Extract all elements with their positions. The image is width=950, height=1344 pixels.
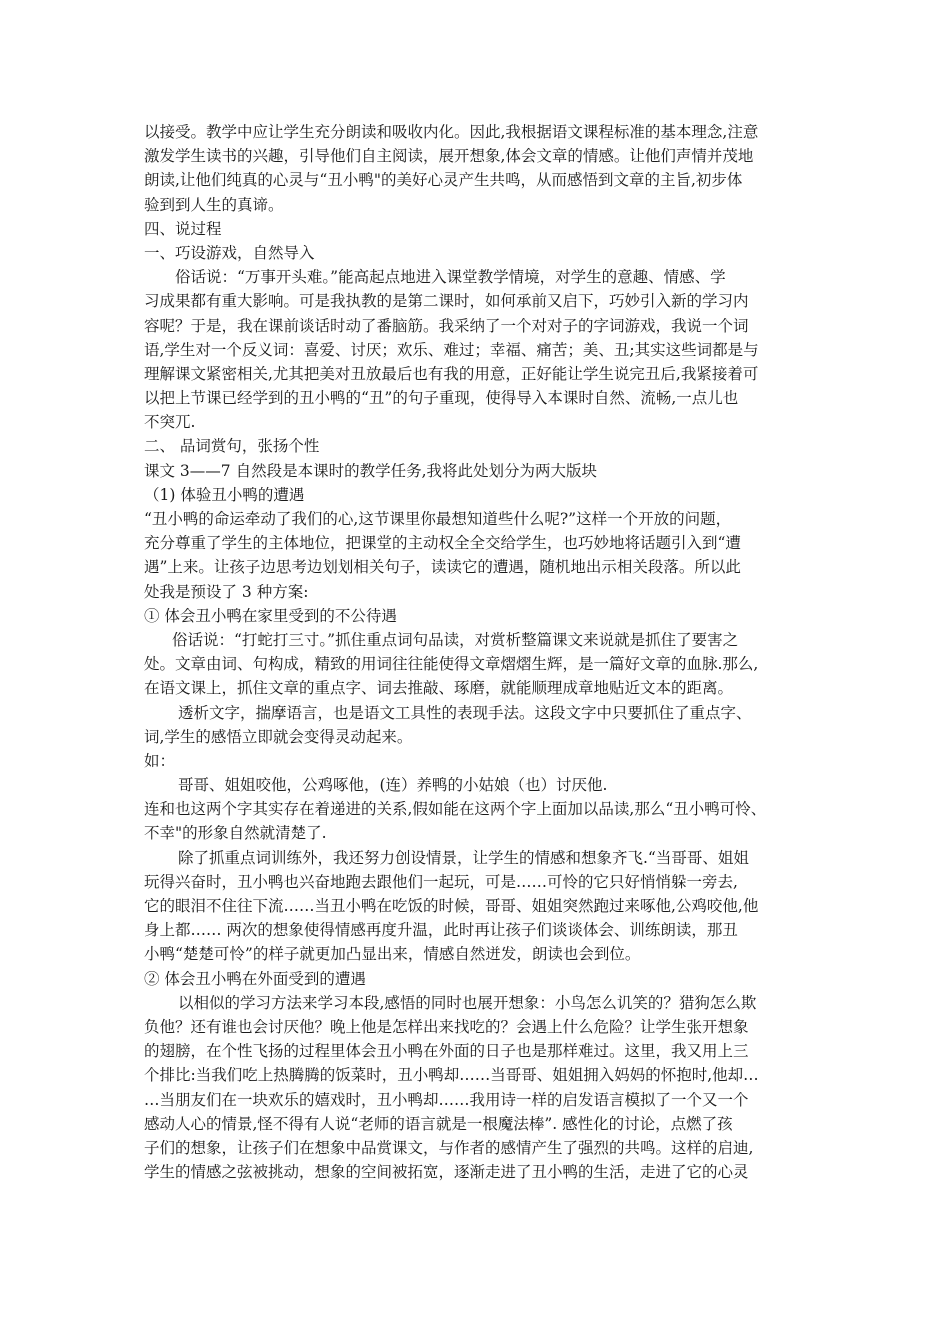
text-line: 负他？还有谁也会讨厌他？晚上他是怎样出来找吃的？会遇上什么危险？让学生张开想象 [144, 1017, 749, 1036]
text-line: 语,学生对一个反义词：喜爱、讨厌；欢乐、难过；幸福、痛苦；美、丑;其实这些词都是与 [144, 340, 759, 359]
text-line: 除了抓重点词训练外，我还努力创设情景，让学生的情感和想象齐飞.“当哥哥、姐姐 [178, 848, 749, 867]
subsection-heading: ② 体会丑小鸭在外面受到的遭遇 [144, 969, 366, 988]
section-heading: 一、巧设游戏，自然导入 [144, 243, 315, 262]
text-line: 子们的想象，让孩子们在想象中品赏课文，与作者的感情产生了强烈的共鸣。这样的启迪, [144, 1138, 754, 1157]
text-line: 验到到人生的真谛。 [144, 195, 284, 214]
text-line: 不幸"的形象自然就清楚了. [144, 824, 327, 843]
text-line: 俗话说：“万事开头难。”能高起点地进入课堂教学情境，对学生的意趣、情感、学 [175, 268, 726, 287]
text-line: 不突兀. [144, 413, 196, 432]
text-line: 感动人心的情景,怪不得有人说“老师的语言就是一根魔法棒”. 感性化的讨论，点燃了孩 [144, 1114, 733, 1133]
text-line: 理解课文紧密相关,尤其把美对丑放最后也有我的用意，正好能让学生说完丑后,我紧接着可 [144, 364, 759, 383]
text-line: 个排比:当我们吃上热腾腾的饭菜时，丑小鸭却……当哥哥、姐姐拥入妈妈的怀抱时,他却… [144, 1066, 759, 1085]
text-line: 的翅膀，在个性飞扬的过程里体会丑小鸭在外面的日子也是那样难过。这里，我又用上三 [144, 1042, 749, 1061]
text-line: 在语文课上，抓住文章的重点字、词去推敲、琢磨，就能顺理成章地贴近文本的距离。 [144, 679, 734, 698]
section-heading: 四、说过程 [144, 219, 222, 238]
text-line: 容呢？于是，我在课前谈话时动了番脑筋。我采纳了一个对对子的字词游戏，我说一个词 [144, 316, 749, 335]
text-line: 它的眼泪不住往下流……当丑小鸭在吃饭的时候，哥哥、姐姐突然跑过来啄他,公鸡咬他,他 [144, 897, 759, 915]
section-heading: 二、 品词赏句，张扬个性 [144, 437, 320, 456]
text-line: 课文 3——7 自然段是本课时的教学任务,我将此处划分为两大版块 [144, 461, 598, 480]
text-line: 朗读,让他们纯真的心灵与“丑小鸭"的美好心灵产生共鸣，从而感悟到文章的主旨,初步体 [144, 171, 743, 190]
text-line: 玩得兴奋时，丑小鸭也兴奋地跑去跟他们一起玩，可是……可怜的它只好悄悄躲一旁去, [144, 872, 738, 891]
text-line: 习成果都有重大影响。可是我执教的是第二课时，如何承前又启下，巧妙引入新的学习内 [144, 292, 749, 311]
text-line: 以相似的学习方法来学习本段,感悟的同时也展开想象：小鸟怎么讥笑的？猎狗怎么欺 [178, 993, 757, 1012]
example-line: 哥哥、姐姐咬他，公鸡啄他，(连）养鸭的小姑娘（也）讨厌他. [178, 776, 608, 795]
subsection-heading: （1) 体验丑小鸭的遭遇 [144, 485, 305, 504]
text-line: 遇”上来。让孩子边思考边划划相关句子，读读它的遭遇，随机地出示相关段落。所以此 [144, 558, 741, 577]
text-line: 俗话说：“打蛇打三寸。”抓住重点词句品读，对赏析整篇课文来说就是抓住了要害之 [172, 630, 739, 649]
text-line: 激发学生读书的兴趣，引导他们自主阅读，展开想象,体会文章的情感。让他们声情并茂地 [144, 147, 754, 166]
text-line: 小鸭“楚楚可怜”的样子就更加凸显出来，情感自然迸发，朗读也会到位。 [144, 945, 641, 964]
document-page [144, 120, 816, 1184]
text-line: 词,学生的感悟立即就会变得灵动起来。 [144, 727, 413, 746]
text-line: 处。文章由词、句构成，精致的用词往往能使得文章熠熠生辉，是一篇好文章的血脉.那么, [144, 655, 759, 674]
subsection-heading: ① 体会丑小鸭在家里受到的不公待遇 [144, 606, 397, 625]
text-line: 以把上节课已经学到的丑小鸭的“丑”的句子重现，使得导入本课时自然、流畅,一点儿也 [144, 389, 739, 408]
text-line: 学生的情感之弦被挑动，想象的空间被拓宽，逐渐走进了丑小鸭的生活，走进了它的心灵 [144, 1163, 749, 1182]
text-line: 透析文字，揣摩语言，也是语文工具性的表现手法。这段文字中只要抓住了重点字、 [178, 703, 752, 722]
text-line: 以接受。教学中应让学生充分朗读和吸收内化。因此,我根据语文课程标准的基本理念,注意 [144, 123, 759, 141]
text-line: 处我是预设了 3 种方案: [144, 582, 309, 601]
text-line: 身上都…… 两次的想象使得情感再度升温，此时再让孩子们谈谈体会、训练朗读，那丑 [144, 921, 738, 940]
text-line: …当朋友们在一块欢乐的嬉戏时，丑小鸭却……我用诗一样的启发语言模拟了一个又一个 [144, 1090, 749, 1109]
text-line: “丑小鸭的命运牵动了我们的心,这节课里你最想知道些什么呢?”这样一个开放的问题， [144, 510, 732, 528]
text-line: 连和也这两个字其实存在着递进的关系,假如能在这两个字上面加以品读,那么“丑小鸭可怜、 [144, 800, 767, 819]
text-line: 充分尊重了学生的主体地位，把课堂的主动权全全交给学生，也巧妙地将话题引入到“遭 [144, 534, 741, 553]
text-line: 如： [144, 751, 176, 770]
